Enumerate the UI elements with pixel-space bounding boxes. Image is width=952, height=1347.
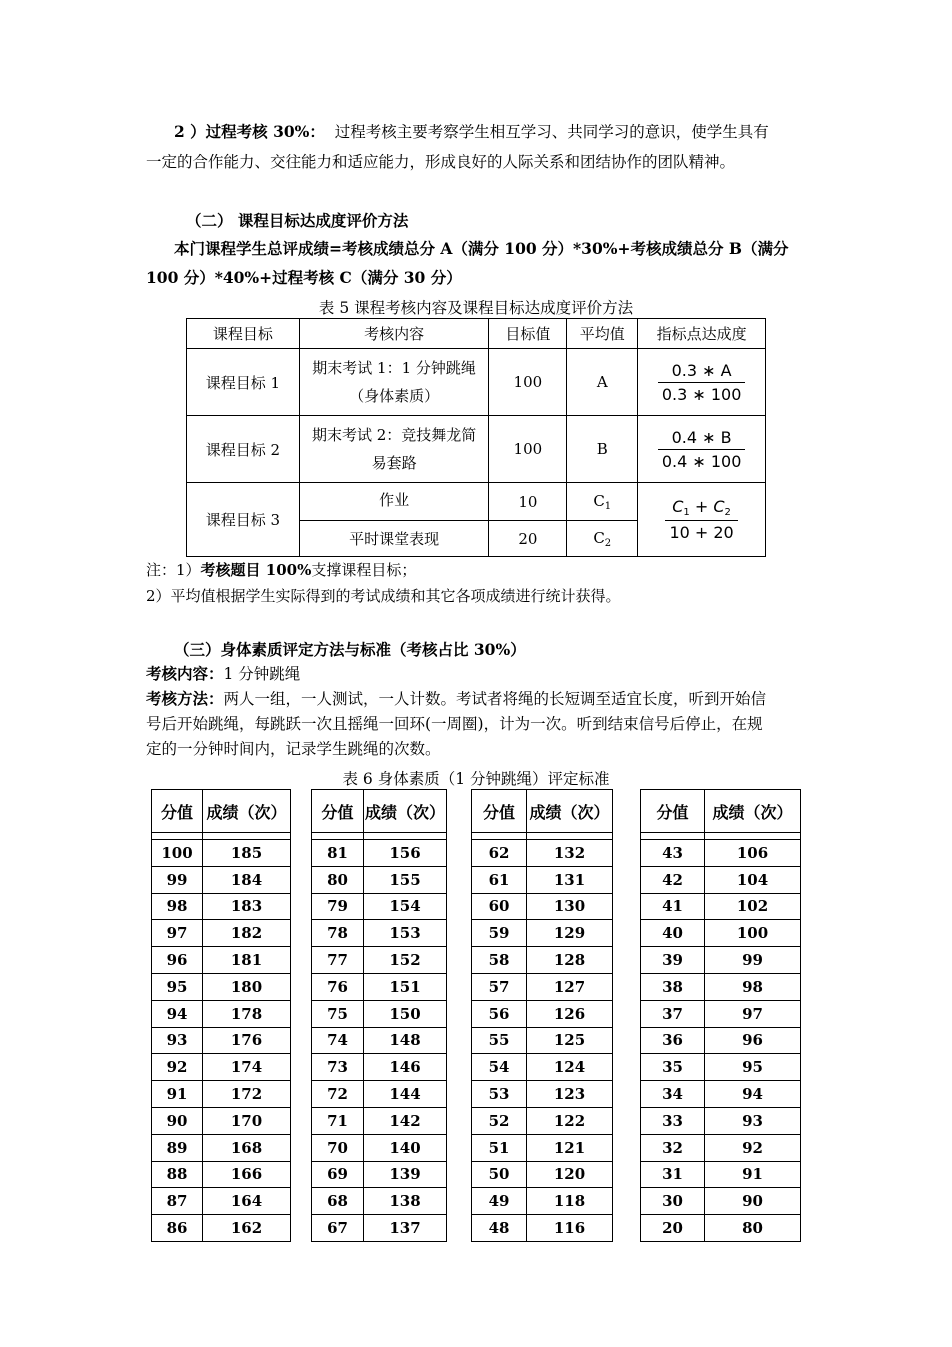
score-cell: 91 xyxy=(152,1081,203,1108)
table-row xyxy=(472,947,613,974)
table-row xyxy=(312,866,447,893)
table-row xyxy=(472,920,613,947)
table-row xyxy=(312,1054,447,1081)
result-cell: 127 xyxy=(527,973,613,1000)
fraction-numerator: 0.3 ∗ A xyxy=(658,361,746,383)
achievement-cell xyxy=(638,483,766,557)
score-cell: 33 xyxy=(641,1107,705,1134)
note-1-suffix: 支撑课程目标； xyxy=(311,561,417,579)
content-cell: 作业 xyxy=(299,483,489,521)
result-cell: 180 xyxy=(203,973,291,1000)
score-cell: 30 xyxy=(641,1188,705,1215)
score-cell: 31 xyxy=(641,1161,705,1188)
table-row xyxy=(152,1054,291,1081)
table-row xyxy=(641,947,801,974)
table-row xyxy=(312,1107,447,1134)
table-row xyxy=(472,1161,613,1188)
result-cell: 131 xyxy=(527,866,613,893)
score-cell: 75 xyxy=(312,1000,364,1027)
table-row xyxy=(472,893,613,920)
score-cell: 93 xyxy=(152,1027,203,1054)
assessment-method-text: 两人一组，一人测试，一人计数。考试者将绳的长短调至适宜长度，听到开始信 xyxy=(223,690,767,708)
result-cell: 152 xyxy=(364,947,447,974)
score-cell: 50 xyxy=(472,1161,527,1188)
table-6-group-3 xyxy=(471,789,613,1242)
result-cell: 185 xyxy=(203,840,291,867)
table-row xyxy=(312,1000,447,1027)
score-cell: 89 xyxy=(152,1134,203,1161)
result-cell: 116 xyxy=(527,1215,613,1242)
spacer-cell xyxy=(641,833,705,840)
result-cell: 100 xyxy=(705,920,801,947)
table-row xyxy=(152,947,291,974)
result-cell: 91 xyxy=(705,1161,801,1188)
fraction-numerator xyxy=(665,497,737,521)
table-row xyxy=(312,1215,447,1242)
table-row xyxy=(312,840,447,867)
section-3-heading: （三）身体素质评定方法与标准（考核占比 30%） xyxy=(174,640,526,659)
result-cell: 126 xyxy=(527,1000,613,1027)
score-cell: 95 xyxy=(152,973,203,1000)
result-cell: 120 xyxy=(527,1161,613,1188)
table-row xyxy=(641,1081,801,1108)
score-cell: 100 xyxy=(152,840,203,867)
table-row xyxy=(641,973,801,1000)
result-cell: 94 xyxy=(705,1081,801,1108)
assessment-content-text: 1 分钟跳绳 xyxy=(223,665,301,683)
result-cell: 138 xyxy=(364,1188,447,1215)
table-row xyxy=(312,947,447,974)
result-cell: 164 xyxy=(203,1188,291,1215)
fraction-denominator: 0.3 ∗ 100 xyxy=(661,384,742,404)
goal-cell: 课程目标 1 xyxy=(187,349,300,416)
table-5 xyxy=(186,318,766,557)
score-cell: 70 xyxy=(312,1134,364,1161)
table-row xyxy=(187,349,766,416)
score-cell: 80 xyxy=(312,866,364,893)
score-cell: 73 xyxy=(312,1054,364,1081)
result-cell: 153 xyxy=(364,920,447,947)
table-row xyxy=(641,920,801,947)
table-5-header-goal: 课程目标 xyxy=(187,319,300,349)
table-row xyxy=(152,1134,291,1161)
table-5-header-achievement: 指标点达成度 xyxy=(638,319,766,349)
avg-cell: A xyxy=(567,349,638,416)
content-cell: 平时课堂表现 xyxy=(299,521,489,557)
target-cell: 100 xyxy=(489,349,567,416)
result-cell: 181 xyxy=(203,947,291,974)
target-cell: 100 xyxy=(489,416,567,483)
table-row xyxy=(152,1000,291,1027)
table-5-header-target: 目标值 xyxy=(489,319,567,349)
spacer-cell xyxy=(527,833,613,840)
result-cell: 139 xyxy=(364,1161,447,1188)
table-row xyxy=(152,1107,291,1134)
score-cell: 71 xyxy=(312,1107,364,1134)
avg-subscript: 2 xyxy=(604,537,612,549)
table-row xyxy=(312,920,447,947)
score-cell: 42 xyxy=(641,866,705,893)
table-row xyxy=(472,866,613,893)
table-row xyxy=(641,1161,801,1188)
result-header: 成绩（次） xyxy=(527,790,613,833)
fraction-denominator: 0.4 ∗ 100 xyxy=(661,451,742,471)
content-cell xyxy=(299,416,489,483)
table-row xyxy=(152,840,291,867)
score-cell: 78 xyxy=(312,920,364,947)
result-cell: 148 xyxy=(364,1027,447,1054)
goal-cell: 课程目标 3 xyxy=(187,483,300,557)
formula-line-2: 100 分）*40%+过程考核 C（满分 30 分） xyxy=(146,268,462,287)
result-cell: 154 xyxy=(364,893,447,920)
goal-cell: 课程目标 2 xyxy=(187,416,300,483)
score-cell: 90 xyxy=(152,1107,203,1134)
achievement-cell xyxy=(638,349,766,416)
score-cell: 79 xyxy=(312,893,364,920)
result-cell: 162 xyxy=(203,1215,291,1242)
table-6-header-row xyxy=(152,790,291,833)
table-row xyxy=(312,1027,447,1054)
score-cell: 35 xyxy=(641,1054,705,1081)
result-cell: 129 xyxy=(527,920,613,947)
avg-symbol: C xyxy=(593,491,605,510)
table-6-spacer xyxy=(641,833,801,840)
table-row xyxy=(312,973,447,1000)
result-cell: 183 xyxy=(203,893,291,920)
table-row xyxy=(152,1027,291,1054)
result-cell: 122 xyxy=(527,1107,613,1134)
result-cell: 176 xyxy=(203,1027,291,1054)
table-6-group-1 xyxy=(151,789,291,1242)
table-row xyxy=(152,1188,291,1215)
result-cell: 128 xyxy=(527,947,613,974)
table-row xyxy=(152,893,291,920)
score-cell: 74 xyxy=(312,1027,364,1054)
score-cell: 62 xyxy=(472,840,527,867)
score-cell: 40 xyxy=(641,920,705,947)
result-cell: 174 xyxy=(203,1054,291,1081)
score-cell: 41 xyxy=(641,893,705,920)
score-cell: 58 xyxy=(472,947,527,974)
result-cell: 125 xyxy=(527,1027,613,1054)
score-cell: 76 xyxy=(312,973,364,1000)
table-row xyxy=(472,1054,613,1081)
score-cell: 99 xyxy=(152,866,203,893)
avg-subscript: 1 xyxy=(604,500,612,512)
score-cell: 87 xyxy=(152,1188,203,1215)
result-cell: 121 xyxy=(527,1134,613,1161)
table-row xyxy=(641,1107,801,1134)
result-cell: 104 xyxy=(705,866,801,893)
score-header: 分值 xyxy=(152,790,203,833)
note-1 xyxy=(146,559,416,580)
score-cell: 81 xyxy=(312,840,364,867)
result-cell: 146 xyxy=(364,1054,447,1081)
achievement-fraction xyxy=(658,428,746,471)
result-cell: 170 xyxy=(203,1107,291,1134)
table-5-header-row xyxy=(187,319,766,349)
table-6-spacer xyxy=(312,833,447,840)
score-cell: 53 xyxy=(472,1081,527,1108)
table-6-group-2 xyxy=(311,789,447,1242)
result-cell: 123 xyxy=(527,1081,613,1108)
score-cell: 59 xyxy=(472,920,527,947)
table-row xyxy=(641,1215,801,1242)
score-cell: 92 xyxy=(152,1054,203,1081)
table-row xyxy=(187,483,766,521)
table-row xyxy=(472,1027,613,1054)
table-row xyxy=(472,1134,613,1161)
note-1-bold: 考核题目 100% xyxy=(200,561,312,579)
table-row xyxy=(312,1134,447,1161)
score-cell: 32 xyxy=(641,1134,705,1161)
note-1-prefix: 注：1） xyxy=(146,561,201,579)
spacer-cell xyxy=(312,833,364,840)
content-line: （身体素质） xyxy=(349,387,440,405)
table-row xyxy=(152,920,291,947)
table-row xyxy=(472,1081,613,1108)
fraction-denominator: 10 + 20 xyxy=(669,523,734,542)
table-row xyxy=(472,840,613,867)
avg-cell xyxy=(567,521,638,557)
table-row xyxy=(641,1000,801,1027)
result-header: 成绩（次） xyxy=(203,790,291,833)
result-cell: 106 xyxy=(705,840,801,867)
result-cell: 166 xyxy=(203,1161,291,1188)
table-row xyxy=(641,1188,801,1215)
score-cell: 52 xyxy=(472,1107,527,1134)
result-cell: 172 xyxy=(203,1081,291,1108)
score-cell: 98 xyxy=(152,893,203,920)
table-5-header-avg: 平均值 xyxy=(567,319,638,349)
spacer-cell xyxy=(364,833,447,840)
result-header: 成绩（次） xyxy=(364,790,447,833)
score-cell: 57 xyxy=(472,973,527,1000)
score-cell: 55 xyxy=(472,1027,527,1054)
table-6-caption: 表 6 身体素质（1 分钟跳绳）评定标准 xyxy=(342,770,610,788)
score-cell: 37 xyxy=(641,1000,705,1027)
table-row xyxy=(641,866,801,893)
content-line: 期末考试 1：1 分钟跳绳 xyxy=(312,359,476,377)
assessment-method xyxy=(146,686,816,762)
achievement-fraction xyxy=(665,497,737,542)
score-cell: 61 xyxy=(472,866,527,893)
score-cell: 96 xyxy=(152,947,203,974)
score-cell: 69 xyxy=(312,1161,364,1188)
result-cell: 96 xyxy=(705,1027,801,1054)
table-row xyxy=(472,1107,613,1134)
result-cell: 184 xyxy=(203,866,291,893)
table-5-caption: 表 5 课程考核内容及课程目标达成度评价方法 xyxy=(318,299,634,317)
result-cell: 124 xyxy=(527,1054,613,1081)
table-6-spacer xyxy=(152,833,291,840)
table-row xyxy=(641,840,801,867)
result-cell: 155 xyxy=(364,866,447,893)
table-row xyxy=(641,1134,801,1161)
table-row xyxy=(641,1054,801,1081)
avg-cell xyxy=(567,483,638,521)
result-cell: 178 xyxy=(203,1000,291,1027)
process-assessment-paragraph xyxy=(146,117,816,177)
result-cell: 97 xyxy=(705,1000,801,1027)
result-header: 成绩（次） xyxy=(705,790,801,833)
score-cell: 77 xyxy=(312,947,364,974)
formula-line-1: 本门课程学生总评成绩=考核成绩总分 A（满分 100 分）*30%+考核成绩总分 B（满分 xyxy=(174,239,789,258)
result-cell: 130 xyxy=(527,893,613,920)
result-cell: 140 xyxy=(364,1134,447,1161)
score-cell: 60 xyxy=(472,893,527,920)
table-row xyxy=(152,1215,291,1242)
result-cell: 132 xyxy=(527,840,613,867)
table-row xyxy=(641,1027,801,1054)
score-cell: 48 xyxy=(472,1215,527,1242)
avg-cell: B xyxy=(567,416,638,483)
score-cell: 51 xyxy=(472,1134,527,1161)
table-row xyxy=(152,866,291,893)
fraction-subscript: 2 xyxy=(724,507,731,518)
score-cell: 72 xyxy=(312,1081,364,1108)
result-cell: 90 xyxy=(705,1188,801,1215)
score-cell: 34 xyxy=(641,1081,705,1108)
score-cell: 39 xyxy=(641,947,705,974)
section-2-heading: （二） 课程目标达成度评价方法 xyxy=(186,211,409,230)
spacer-cell xyxy=(472,833,527,840)
note-2: 2）平均值根据学生实际得到的考试成绩和其它各项成绩进行统计获得。 xyxy=(146,587,621,605)
assessment-method-text: 定的一分钟时间内，记录学生跳绳的次数。 xyxy=(146,740,441,758)
process-assessment-lead: 2 ）过程考核 30%： xyxy=(174,122,325,141)
result-cell: 142 xyxy=(364,1107,447,1134)
table-6-header-row xyxy=(472,790,613,833)
result-cell: 93 xyxy=(705,1107,801,1134)
table-6-group-4 xyxy=(640,789,801,1242)
assessment-method-label: 考核方法： xyxy=(146,689,224,708)
assessment-content xyxy=(146,662,300,684)
spacer-cell xyxy=(203,833,291,840)
fraction-subscript: 1 xyxy=(683,507,690,518)
content-line: 易套路 xyxy=(371,454,417,472)
result-cell: 80 xyxy=(705,1215,801,1242)
table-row xyxy=(641,893,801,920)
table-6-header-row xyxy=(641,790,801,833)
score-cell: 86 xyxy=(152,1215,203,1242)
score-cell: 97 xyxy=(152,920,203,947)
table-row xyxy=(312,1188,447,1215)
table-row xyxy=(187,416,766,483)
result-cell: 150 xyxy=(364,1000,447,1027)
score-cell: 68 xyxy=(312,1188,364,1215)
result-cell: 99 xyxy=(705,947,801,974)
result-cell: 137 xyxy=(364,1215,447,1242)
assessment-method-text: 号后开始跳绳，每跳跃一次且摇绳一回环(一周圈)，计为一次。听到结束信号后停止，在规 xyxy=(146,715,763,733)
score-cell: 49 xyxy=(472,1188,527,1215)
table-row xyxy=(312,1161,447,1188)
process-assessment-text-2: 一定的合作能力、交往能力和适应能力，形成良好的人际关系和团结协作的团队精神。 xyxy=(146,153,736,171)
spacer-cell xyxy=(152,833,203,840)
result-cell: 168 xyxy=(203,1134,291,1161)
table-row xyxy=(472,1215,613,1242)
content-line: 期末考试 2：竞技舞龙简 xyxy=(311,426,477,444)
fraction-term: C xyxy=(713,497,725,516)
target-cell: 20 xyxy=(489,521,567,557)
table-row xyxy=(312,1081,447,1108)
assessment-content-label: 考核内容： xyxy=(146,664,224,683)
result-cell: 156 xyxy=(364,840,447,867)
table-row xyxy=(152,1081,291,1108)
score-cell: 67 xyxy=(312,1215,364,1242)
table-row xyxy=(472,1188,613,1215)
fraction-numerator: 0.4 ∗ B xyxy=(658,428,746,450)
table-row xyxy=(312,893,447,920)
score-cell: 38 xyxy=(641,973,705,1000)
table-row xyxy=(472,1000,613,1027)
score-cell: 94 xyxy=(152,1000,203,1027)
score-header: 分值 xyxy=(312,790,364,833)
spacer-cell xyxy=(705,833,801,840)
result-cell: 182 xyxy=(203,920,291,947)
result-cell: 102 xyxy=(705,893,801,920)
result-cell: 92 xyxy=(705,1134,801,1161)
table-5-header-content: 考核内容 xyxy=(299,319,489,349)
score-cell: 20 xyxy=(641,1215,705,1242)
target-cell: 10 xyxy=(489,483,567,521)
score-header: 分值 xyxy=(472,790,527,833)
table-6-header-row xyxy=(312,790,447,833)
fraction-plus: + xyxy=(689,497,714,516)
result-cell: 118 xyxy=(527,1188,613,1215)
result-cell: 151 xyxy=(364,973,447,1000)
process-assessment-text: 过程考核主要考察学生相互学习、共同学习的意识，使学生具有 xyxy=(334,123,769,141)
score-cell: 43 xyxy=(641,840,705,867)
score-header: 分值 xyxy=(641,790,705,833)
fraction-term: C xyxy=(672,497,684,516)
score-cell: 54 xyxy=(472,1054,527,1081)
achievement-fraction xyxy=(658,361,746,404)
table-row xyxy=(152,1161,291,1188)
table-6-spacer xyxy=(472,833,613,840)
result-cell: 144 xyxy=(364,1081,447,1108)
achievement-cell xyxy=(638,416,766,483)
result-cell: 98 xyxy=(705,973,801,1000)
table-row xyxy=(152,973,291,1000)
table-row xyxy=(472,973,613,1000)
content-cell xyxy=(299,349,489,416)
score-cell: 36 xyxy=(641,1027,705,1054)
score-cell: 88 xyxy=(152,1161,203,1188)
result-cell: 95 xyxy=(705,1054,801,1081)
avg-symbol: C xyxy=(593,528,605,547)
score-cell: 56 xyxy=(472,1000,527,1027)
